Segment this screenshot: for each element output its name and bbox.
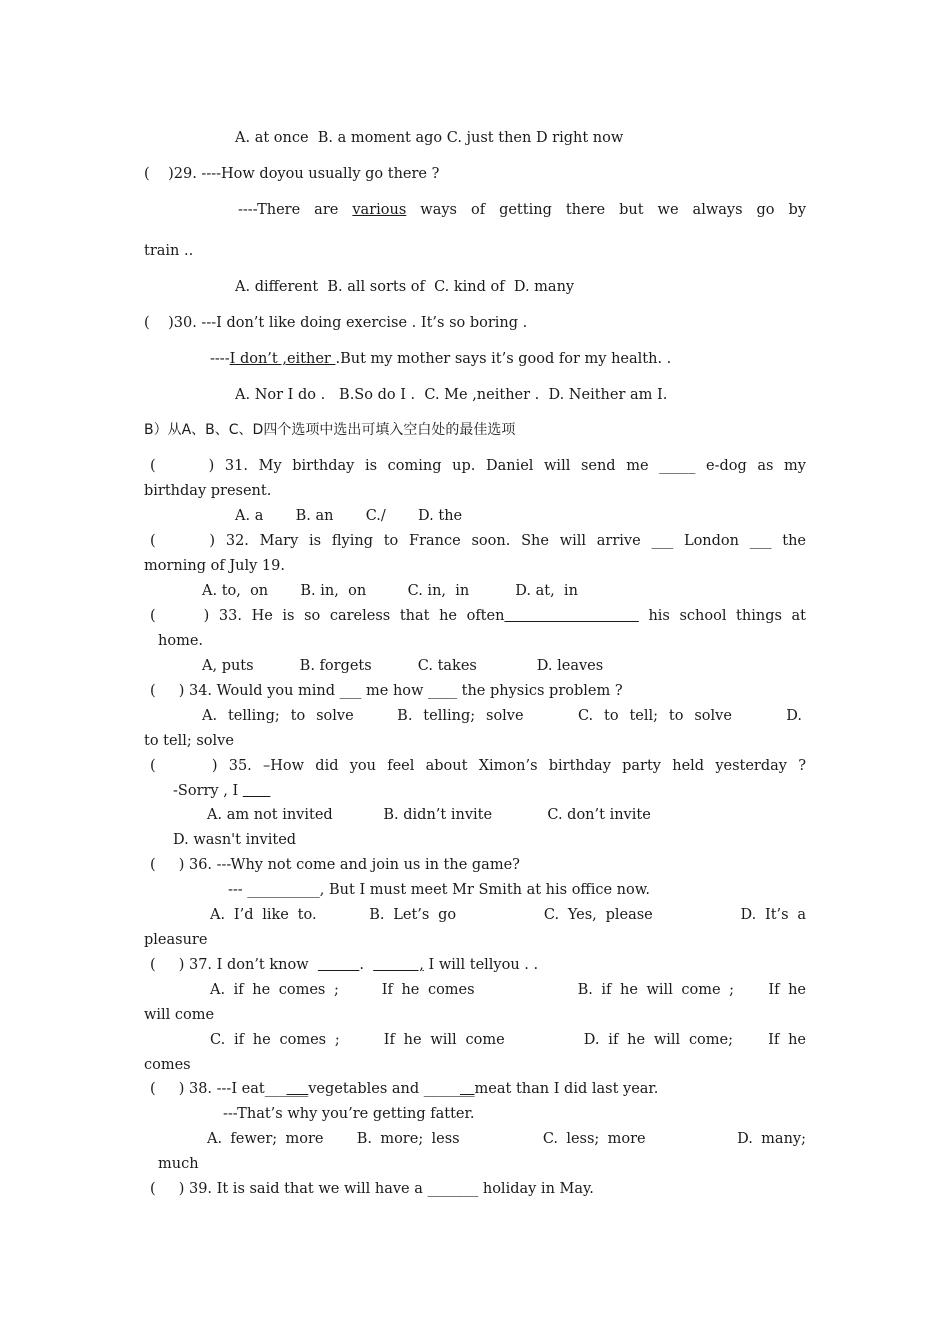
q35-stem: ( ) 35. –How did you feel about Ximon’s birthday party held yesterday ?	[150, 758, 806, 774]
text: meat than I did last year.	[474, 1081, 659, 1097]
text: .	[359, 957, 374, 973]
q38-options-cont: much	[158, 1156, 199, 1172]
text: ( ) 38. ---I eat___	[150, 1081, 287, 1097]
q28-options: A. at once B. a moment ago C. just then D right now	[235, 130, 624, 146]
q38-options: A. fewer; more B. more; less C. less; more D. many;	[207, 1131, 806, 1147]
section-b-heading: B）从A、B、C、D四个选项中选出可填入空白处的最佳选项	[144, 422, 516, 438]
text: vegetables and _____	[308, 1081, 461, 1097]
answer-blank: __	[460, 1081, 475, 1097]
q32-stem-cont: morning of July 19.	[144, 558, 285, 574]
text: ways of getting there but we always go by	[406, 202, 807, 218]
answer-blank: ,	[373, 957, 424, 973]
answer-blank	[504, 608, 638, 624]
q29-response-cont: train ..	[144, 243, 194, 259]
q37-options-ab-cont: will come	[144, 1007, 215, 1023]
q29-response	[238, 201, 806, 219]
q39-stem: ( ) 39. It is said that we will have a _______ holiday in May.	[150, 1181, 594, 1197]
q37-options-cd-cont: comes	[144, 1057, 191, 1073]
q32-stem: ( ) 32. Mary is flying to France soon. She will arrive ___ London ___ the	[150, 533, 806, 549]
q35-options-cont: D. wasn't invited	[173, 832, 297, 848]
text: -Sorry , I	[173, 783, 243, 799]
q38-stem	[150, 1080, 658, 1098]
q30-options: A. Nor I do . B.So do I . C. Me ,neither . D. Neither am I.	[235, 387, 668, 403]
q36-options-cont: pleasure	[144, 932, 208, 948]
q36-stem: ( ) 36. ---Why not come and join us in the game?	[150, 857, 520, 873]
q37-options-ab: A. if he comes ; If he comes B. if he will come ; If he	[210, 982, 806, 998]
q35-response	[173, 782, 270, 800]
q31-options: A. a B. an C./ D. the	[235, 508, 463, 524]
q37-options-cd: C. if he comes ; If he will come D. if he will come; If he	[210, 1032, 806, 1048]
answer-blank	[243, 783, 271, 799]
q33-options: A, puts B. forgets C. takes D. leaves	[202, 658, 604, 674]
q30-response	[210, 350, 671, 368]
q30-stem: ( )30. ---I don’t like doing exercise . It’s so boring .	[144, 315, 528, 331]
q33-stem	[150, 607, 806, 625]
text: I will tellyou . .	[423, 957, 539, 973]
underlined-word: various	[352, 202, 407, 218]
q31-stem-cont: birthday present.	[144, 483, 272, 499]
q31-stem: ( ) 31. My birthday is coming up. Daniel will send me _____ e-dog as my	[150, 458, 806, 474]
q38-response: ---That’s why you’re getting fatter.	[223, 1106, 475, 1122]
text: ( ) 37. I don’t know	[150, 957, 318, 973]
q37-stem	[150, 956, 538, 974]
q35-options: A. am not invited B. didn’t invite C. don’t invite	[207, 807, 651, 823]
text: ----There are	[238, 202, 353, 218]
q36-options: A. I’d like to. B. Let’s go C. Yes, please D. It’s a	[210, 907, 806, 923]
q29-options: A. different B. all sorts of C. kind of D. many	[235, 279, 575, 295]
q29-stem: ( )29. ----How doyou usually go there ?	[144, 166, 440, 182]
q34-options: A. telling; to solve B. telling; solve C. to tell; to solve D.	[202, 708, 802, 724]
q32-options: A. to, on B. in, on C. in, in D. at, in	[202, 583, 578, 599]
q34-options-cont: to tell; solve	[144, 733, 234, 749]
text: .But my mother says it’s good for my health. .	[335, 351, 672, 367]
q33-stem-cont: home.	[158, 633, 204, 649]
text: ( ) 33. He is so careless that he often	[150, 608, 505, 624]
q36-response: --- __________, But I must meet Mr Smith at his office now.	[228, 882, 651, 898]
underlined-phrase: I don’t ,either	[229, 351, 336, 367]
answer-blank	[318, 957, 359, 973]
text: ----	[210, 351, 230, 367]
q34-stem: ( ) 34. Would you mind ___ me how ____ the physics problem ?	[150, 683, 623, 699]
text: his school things at	[638, 608, 806, 624]
answer-blank: ___	[286, 1081, 309, 1097]
